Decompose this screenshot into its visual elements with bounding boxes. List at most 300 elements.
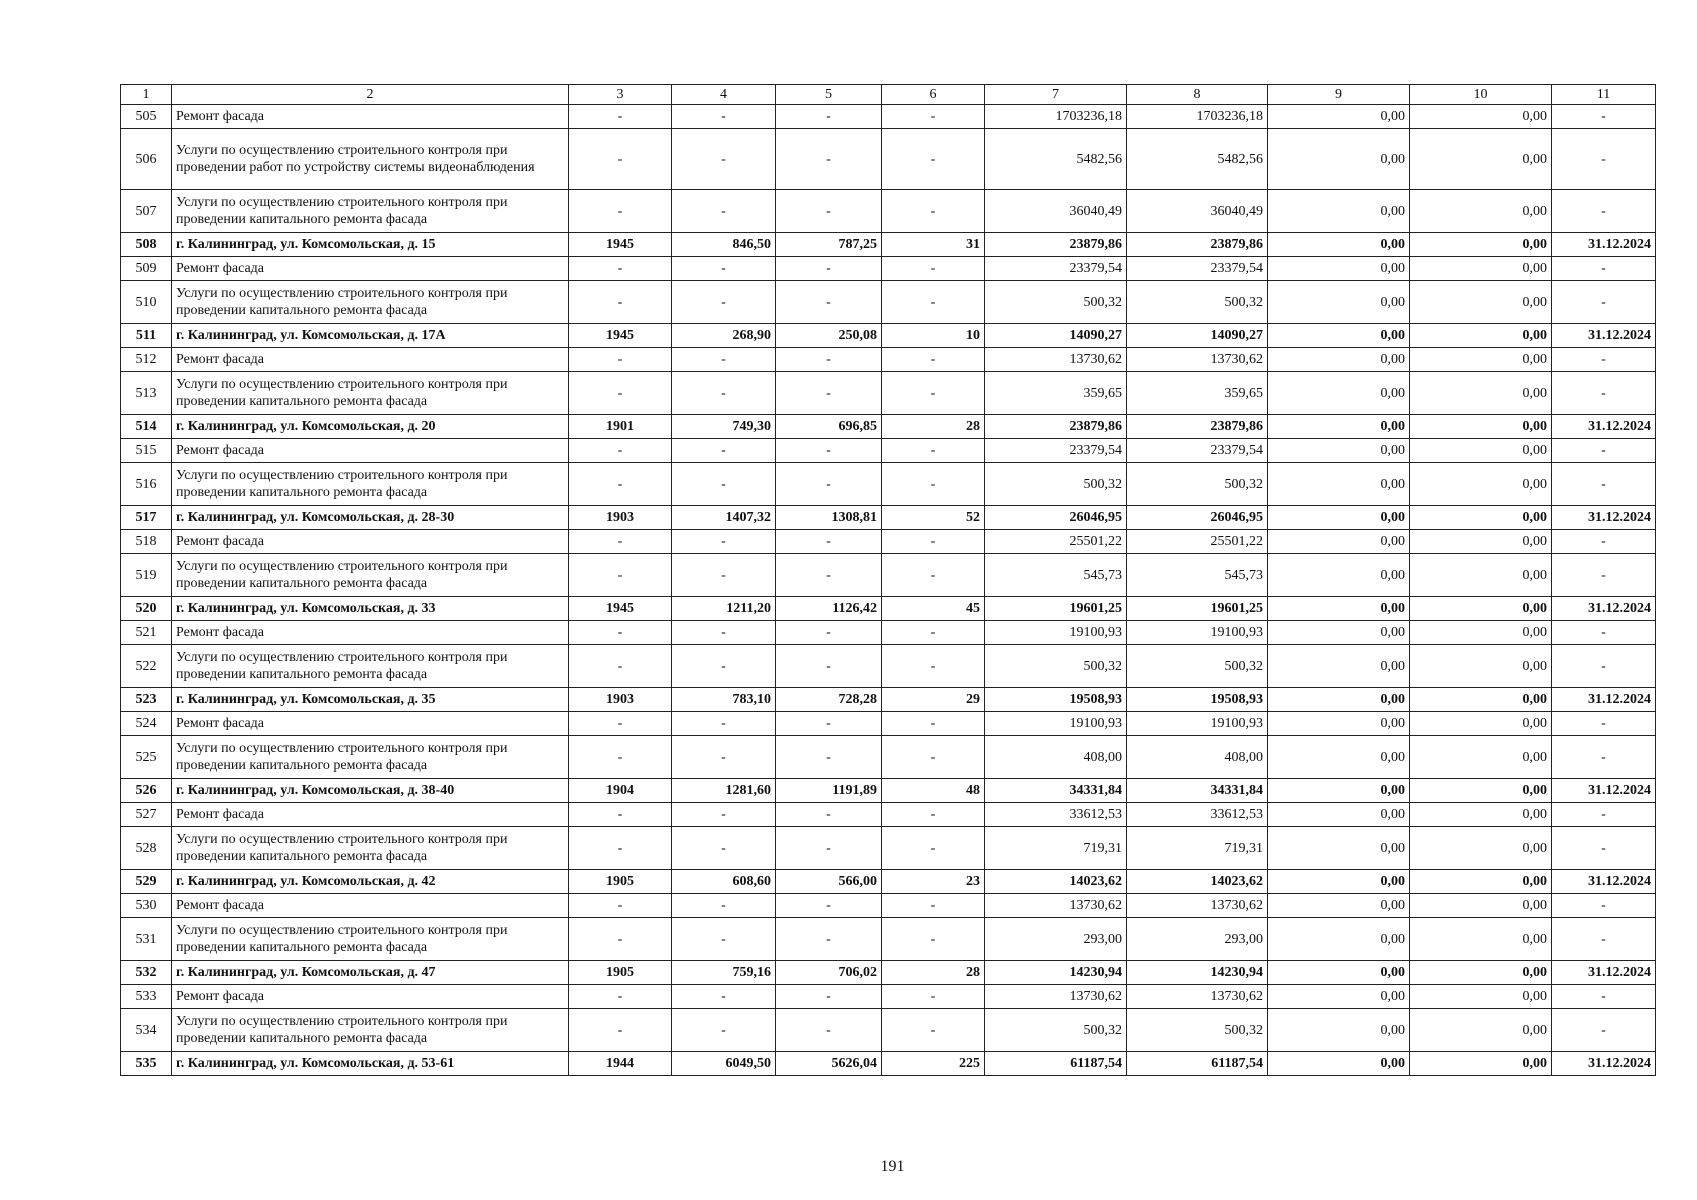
col-3-cell: - (569, 803, 672, 827)
col-5-cell: - (776, 190, 882, 233)
column-number-header: 11 (1552, 85, 1656, 105)
col-8-cell: 500,32 (1127, 463, 1268, 506)
col-9-cell: 0,00 (1268, 918, 1410, 961)
col-9-cell: 0,00 (1268, 324, 1410, 348)
row-number-cell: 522 (121, 645, 172, 688)
row-number-cell: 512 (121, 348, 172, 372)
col-11-cell: - (1552, 985, 1656, 1009)
col-11-cell: - (1552, 129, 1656, 190)
col-4-cell: - (672, 530, 776, 554)
row-name-cell: г. Калининград, ул. Комсомольская, д. 35 (172, 688, 569, 712)
work-item-row (121, 463, 1656, 506)
col-5-cell: - (776, 1009, 882, 1052)
col-9-cell: 0,00 (1268, 827, 1410, 870)
work-item-row (121, 894, 1656, 918)
col-6-cell: 225 (882, 1052, 985, 1076)
col-7-cell: 13730,62 (985, 985, 1127, 1009)
col-10-cell: 0,00 (1410, 712, 1552, 736)
col-7-cell: 545,73 (985, 554, 1127, 597)
col-4-cell: - (672, 439, 776, 463)
work-item-row (121, 1009, 1656, 1052)
col-5-cell: - (776, 129, 882, 190)
col-9-cell: 0,00 (1268, 779, 1410, 803)
col-6-cell: 31 (882, 233, 985, 257)
col-3-cell: - (569, 645, 672, 688)
col-5-cell: - (776, 530, 882, 554)
col-3-cell: - (569, 530, 672, 554)
col-6-cell: - (882, 463, 985, 506)
address-row (121, 324, 1656, 348)
col-10-cell: 0,00 (1410, 439, 1552, 463)
row-number-cell: 507 (121, 190, 172, 233)
row-number-cell: 505 (121, 105, 172, 129)
work-item-row (121, 645, 1656, 688)
col-11-cell: - (1552, 894, 1656, 918)
col-5-cell: - (776, 712, 882, 736)
col-10-cell: 0,00 (1410, 1009, 1552, 1052)
col-9-cell: 0,00 (1268, 190, 1410, 233)
row-name-cell: г. Калининград, ул. Комсомольская, д. 33 (172, 597, 569, 621)
col-4-cell: - (672, 985, 776, 1009)
column-number-header: 6 (882, 85, 985, 105)
col-5-cell: 706,02 (776, 961, 882, 985)
col-10-cell: 0,00 (1410, 348, 1552, 372)
col-10-cell: 0,00 (1410, 597, 1552, 621)
col-8-cell: 14230,94 (1127, 961, 1268, 985)
col-8-cell: 14090,27 (1127, 324, 1268, 348)
col-7-cell: 359,65 (985, 372, 1127, 415)
col-10-cell: 0,00 (1410, 415, 1552, 439)
col-4-cell: - (672, 712, 776, 736)
col-9-cell: 0,00 (1268, 688, 1410, 712)
col-9-cell: 0,00 (1268, 803, 1410, 827)
col-10-cell: 0,00 (1410, 1052, 1552, 1076)
row-number-cell: 520 (121, 597, 172, 621)
work-item-row (121, 621, 1656, 645)
col-7-cell: 33612,53 (985, 803, 1127, 827)
col-11-cell: 31.12.2024 (1552, 324, 1656, 348)
row-number-cell: 514 (121, 415, 172, 439)
col-11-cell: - (1552, 348, 1656, 372)
col-3-cell: - (569, 918, 672, 961)
col-11-cell: - (1552, 439, 1656, 463)
col-8-cell: 19601,25 (1127, 597, 1268, 621)
col-8-cell: 23379,54 (1127, 257, 1268, 281)
col-3-cell: - (569, 1009, 672, 1052)
address-row (121, 415, 1656, 439)
col-7-cell: 36040,49 (985, 190, 1127, 233)
col-10-cell: 0,00 (1410, 827, 1552, 870)
col-7-cell: 14023,62 (985, 870, 1127, 894)
col-10-cell: 0,00 (1410, 985, 1552, 1009)
col-9-cell: 0,00 (1268, 257, 1410, 281)
work-item-row (121, 257, 1656, 281)
row-number-cell: 506 (121, 129, 172, 190)
col-5-cell: 5626,04 (776, 1052, 882, 1076)
col-5-cell: - (776, 894, 882, 918)
row-name-cell: Услуги по осуществлению строительного контроля при проведении капитального ремонта фасада (172, 190, 569, 233)
row-name-cell: Услуги по осуществлению строительного контроля при проведении капитального ремонта фасада (172, 827, 569, 870)
col-6-cell: - (882, 894, 985, 918)
row-name-cell: Услуги по осуществлению строительного контроля при проведении капитального ремонта фасада (172, 554, 569, 597)
col-7-cell: 23379,54 (985, 257, 1127, 281)
col-4-cell: - (672, 1009, 776, 1052)
col-8-cell: 408,00 (1127, 736, 1268, 779)
row-name-cell: Ремонт фасада (172, 105, 569, 129)
col-7-cell: 14230,94 (985, 961, 1127, 985)
col-7-cell: 1703236,18 (985, 105, 1127, 129)
row-name-cell: Услуги по осуществлению строительного контроля при проведении работ по устройству системы видеонаблюдения (172, 129, 569, 190)
col-10-cell: 0,00 (1410, 621, 1552, 645)
col-11-cell: - (1552, 736, 1656, 779)
row-name-cell: Ремонт фасада (172, 621, 569, 645)
column-number-header: 8 (1127, 85, 1268, 105)
col-7-cell: 408,00 (985, 736, 1127, 779)
row-name-cell: Услуги по осуществлению строительного контроля при проведении капитального ремонта фасада (172, 645, 569, 688)
col-8-cell: 23879,86 (1127, 415, 1268, 439)
row-number-cell: 534 (121, 1009, 172, 1052)
work-item-row (121, 530, 1656, 554)
col-10-cell: 0,00 (1410, 645, 1552, 688)
col-3-cell: 1945 (569, 597, 672, 621)
row-name-cell: Ремонт фасада (172, 985, 569, 1009)
col-8-cell: 545,73 (1127, 554, 1268, 597)
col-11-cell: 31.12.2024 (1552, 688, 1656, 712)
row-number-cell: 516 (121, 463, 172, 506)
work-item-row (121, 712, 1656, 736)
col-3-cell: 1945 (569, 233, 672, 257)
col-4-cell: - (672, 736, 776, 779)
row-number-cell: 524 (121, 712, 172, 736)
row-name-cell: Ремонт фасада (172, 894, 569, 918)
col-5-cell: - (776, 439, 882, 463)
col-6-cell: - (882, 803, 985, 827)
address-row (121, 688, 1656, 712)
col-9-cell: 0,00 (1268, 439, 1410, 463)
row-name-cell: Ремонт фасада (172, 712, 569, 736)
col-8-cell: 500,32 (1127, 645, 1268, 688)
col-4-cell: 749,30 (672, 415, 776, 439)
col-4-cell: - (672, 129, 776, 190)
col-4-cell: - (672, 827, 776, 870)
col-3-cell: 1945 (569, 324, 672, 348)
col-11-cell: - (1552, 1009, 1656, 1052)
col-11-cell: 31.12.2024 (1552, 415, 1656, 439)
col-8-cell: 26046,95 (1127, 506, 1268, 530)
col-6-cell: 28 (882, 415, 985, 439)
row-name-cell: г. Калининград, ул. Комсомольская, д. 17А (172, 324, 569, 348)
col-11-cell: 31.12.2024 (1552, 597, 1656, 621)
col-4-cell: 1407,32 (672, 506, 776, 530)
col-7-cell: 500,32 (985, 1009, 1127, 1052)
col-4-cell: 759,16 (672, 961, 776, 985)
col-3-cell: - (569, 439, 672, 463)
row-number-cell: 521 (121, 621, 172, 645)
col-9-cell: 0,00 (1268, 530, 1410, 554)
col-11-cell: - (1552, 190, 1656, 233)
row-name-cell: Услуги по осуществлению строительного контроля при проведении капитального ремонта фасада (172, 281, 569, 324)
col-4-cell: 1281,60 (672, 779, 776, 803)
col-9-cell: 0,00 (1268, 621, 1410, 645)
col-10-cell: 0,00 (1410, 870, 1552, 894)
row-number-cell: 532 (121, 961, 172, 985)
col-7-cell: 61187,54 (985, 1052, 1127, 1076)
col-6-cell: - (882, 985, 985, 1009)
col-5-cell: 696,85 (776, 415, 882, 439)
col-8-cell: 33612,53 (1127, 803, 1268, 827)
col-3-cell: 1905 (569, 870, 672, 894)
col-10-cell: 0,00 (1410, 688, 1552, 712)
col-9-cell: 0,00 (1268, 105, 1410, 129)
col-7-cell: 19601,25 (985, 597, 1127, 621)
col-5-cell: - (776, 918, 882, 961)
col-11-cell: 31.12.2024 (1552, 779, 1656, 803)
col-4-cell: - (672, 257, 776, 281)
col-6-cell: - (882, 439, 985, 463)
col-5-cell: 787,25 (776, 233, 882, 257)
col-3-cell: 1903 (569, 506, 672, 530)
col-6-cell: - (882, 372, 985, 415)
col-9-cell: 0,00 (1268, 870, 1410, 894)
col-3-cell: - (569, 621, 672, 645)
col-3-cell: - (569, 894, 672, 918)
row-number-cell: 510 (121, 281, 172, 324)
col-3-cell: 1904 (569, 779, 672, 803)
col-5-cell: - (776, 736, 882, 779)
col-5-cell: 1191,89 (776, 779, 882, 803)
work-item-row (121, 736, 1656, 779)
col-9-cell: 0,00 (1268, 233, 1410, 257)
col-7-cell: 19100,93 (985, 712, 1127, 736)
col-7-cell: 26046,95 (985, 506, 1127, 530)
work-item-row (121, 918, 1656, 961)
column-number-header: 3 (569, 85, 672, 105)
col-10-cell: 0,00 (1410, 372, 1552, 415)
col-11-cell: 31.12.2024 (1552, 233, 1656, 257)
row-name-cell: Ремонт фасада (172, 348, 569, 372)
col-8-cell: 13730,62 (1127, 348, 1268, 372)
work-item-row (121, 372, 1656, 415)
col-10-cell: 0,00 (1410, 554, 1552, 597)
col-4-cell: 268,90 (672, 324, 776, 348)
col-3-cell: - (569, 257, 672, 281)
col-3-cell: - (569, 985, 672, 1009)
col-4-cell: - (672, 894, 776, 918)
col-7-cell: 5482,56 (985, 129, 1127, 190)
row-number-cell: 526 (121, 779, 172, 803)
col-11-cell: - (1552, 621, 1656, 645)
col-3-cell: 1901 (569, 415, 672, 439)
col-8-cell: 23879,86 (1127, 233, 1268, 257)
col-10-cell: 0,00 (1410, 190, 1552, 233)
row-name-cell: г. Калининград, ул. Комсомольская, д. 42 (172, 870, 569, 894)
address-row (121, 506, 1656, 530)
col-8-cell: 19100,93 (1127, 712, 1268, 736)
col-7-cell: 13730,62 (985, 894, 1127, 918)
col-6-cell: 52 (882, 506, 985, 530)
column-number-header: 4 (672, 85, 776, 105)
col-4-cell: 1211,20 (672, 597, 776, 621)
col-3-cell: - (569, 348, 672, 372)
column-number-header: 1 (121, 85, 172, 105)
col-7-cell: 13730,62 (985, 348, 1127, 372)
col-8-cell: 25501,22 (1127, 530, 1268, 554)
col-6-cell: - (882, 105, 985, 129)
col-7-cell: 23879,86 (985, 415, 1127, 439)
col-7-cell: 500,32 (985, 645, 1127, 688)
col-8-cell: 500,32 (1127, 281, 1268, 324)
row-number-cell: 529 (121, 870, 172, 894)
col-5-cell: - (776, 281, 882, 324)
col-5-cell: - (776, 645, 882, 688)
col-3-cell: - (569, 190, 672, 233)
row-name-cell: г. Калининград, ул. Комсомольская, д. 15 (172, 233, 569, 257)
col-8-cell: 36040,49 (1127, 190, 1268, 233)
col-8-cell: 719,31 (1127, 827, 1268, 870)
col-11-cell: - (1552, 281, 1656, 324)
col-6-cell: 10 (882, 324, 985, 348)
col-11-cell: - (1552, 372, 1656, 415)
col-8-cell: 500,32 (1127, 1009, 1268, 1052)
col-11-cell: - (1552, 827, 1656, 870)
col-3-cell: 1903 (569, 688, 672, 712)
row-number-cell: 533 (121, 985, 172, 1009)
work-item-row (121, 985, 1656, 1009)
col-4-cell: - (672, 621, 776, 645)
col-4-cell: - (672, 463, 776, 506)
col-5-cell: - (776, 985, 882, 1009)
col-5-cell: 728,28 (776, 688, 882, 712)
column-number-header: 2 (172, 85, 569, 105)
address-row (121, 597, 1656, 621)
col-10-cell: 0,00 (1410, 530, 1552, 554)
col-10-cell: 0,00 (1410, 281, 1552, 324)
col-6-cell: 29 (882, 688, 985, 712)
row-number-cell: 515 (121, 439, 172, 463)
col-10-cell: 0,00 (1410, 105, 1552, 129)
col-3-cell: - (569, 554, 672, 597)
col-8-cell: 19100,93 (1127, 621, 1268, 645)
col-9-cell: 0,00 (1268, 506, 1410, 530)
col-10-cell: 0,00 (1410, 324, 1552, 348)
col-4-cell: - (672, 918, 776, 961)
col-8-cell: 13730,62 (1127, 985, 1268, 1009)
col-6-cell: - (882, 554, 985, 597)
col-6-cell: - (882, 712, 985, 736)
col-6-cell: 28 (882, 961, 985, 985)
col-11-cell: - (1552, 645, 1656, 688)
col-4-cell: 608,60 (672, 870, 776, 894)
col-8-cell: 359,65 (1127, 372, 1268, 415)
address-row (121, 870, 1656, 894)
col-6-cell: - (882, 827, 985, 870)
col-3-cell: - (569, 736, 672, 779)
col-11-cell: 31.12.2024 (1552, 961, 1656, 985)
col-9-cell: 0,00 (1268, 463, 1410, 506)
col-11-cell: - (1552, 712, 1656, 736)
col-7-cell: 293,00 (985, 918, 1127, 961)
col-9-cell: 0,00 (1268, 597, 1410, 621)
col-4-cell: 6049,50 (672, 1052, 776, 1076)
col-4-cell: - (672, 554, 776, 597)
work-item-row (121, 190, 1656, 233)
col-6-cell: - (882, 190, 985, 233)
col-4-cell: - (672, 281, 776, 324)
col-7-cell: 19100,93 (985, 621, 1127, 645)
col-7-cell: 19508,93 (985, 688, 1127, 712)
col-10-cell: 0,00 (1410, 257, 1552, 281)
col-5-cell: - (776, 554, 882, 597)
col-8-cell: 14023,62 (1127, 870, 1268, 894)
col-7-cell: 23379,54 (985, 439, 1127, 463)
row-number-cell: 528 (121, 827, 172, 870)
row-number-cell: 535 (121, 1052, 172, 1076)
row-name-cell: г. Калининград, ул. Комсомольская, д. 28-30 (172, 506, 569, 530)
col-9-cell: 0,00 (1268, 645, 1410, 688)
col-10-cell: 0,00 (1410, 803, 1552, 827)
row-number-cell: 511 (121, 324, 172, 348)
col-9-cell: 0,00 (1268, 372, 1410, 415)
col-6-cell: - (882, 129, 985, 190)
row-number-cell: 517 (121, 506, 172, 530)
col-3-cell: 1944 (569, 1052, 672, 1076)
col-3-cell: 1905 (569, 961, 672, 985)
col-10-cell: 0,00 (1410, 506, 1552, 530)
col-5-cell: - (776, 463, 882, 506)
row-number-cell: 508 (121, 233, 172, 257)
col-3-cell: - (569, 827, 672, 870)
col-5-cell: - (776, 827, 882, 870)
col-8-cell: 61187,54 (1127, 1052, 1268, 1076)
col-11-cell: - (1552, 257, 1656, 281)
col-7-cell: 500,32 (985, 463, 1127, 506)
col-8-cell: 293,00 (1127, 918, 1268, 961)
col-5-cell: 566,00 (776, 870, 882, 894)
col-6-cell: - (882, 257, 985, 281)
col-11-cell: - (1552, 463, 1656, 506)
col-3-cell: - (569, 129, 672, 190)
column-number-header: 9 (1268, 85, 1410, 105)
row-number-cell: 525 (121, 736, 172, 779)
col-7-cell: 23879,86 (985, 233, 1127, 257)
col-6-cell: - (882, 1009, 985, 1052)
col-4-cell: 846,50 (672, 233, 776, 257)
col-6-cell: - (882, 621, 985, 645)
col-10-cell: 0,00 (1410, 129, 1552, 190)
col-10-cell: 0,00 (1410, 961, 1552, 985)
col-9-cell: 0,00 (1268, 1009, 1410, 1052)
col-3-cell: - (569, 712, 672, 736)
col-10-cell: 0,00 (1410, 779, 1552, 803)
col-5-cell: - (776, 372, 882, 415)
address-row (121, 1052, 1656, 1076)
col-4-cell: - (672, 645, 776, 688)
row-number-cell: 518 (121, 530, 172, 554)
col-7-cell: 14090,27 (985, 324, 1127, 348)
col-5-cell: - (776, 621, 882, 645)
col-6-cell: 23 (882, 870, 985, 894)
row-number-cell: 531 (121, 918, 172, 961)
col-11-cell: - (1552, 530, 1656, 554)
column-number-header: 7 (985, 85, 1127, 105)
col-6-cell: - (882, 348, 985, 372)
column-number-header: 5 (776, 85, 882, 105)
col-7-cell: 34331,84 (985, 779, 1127, 803)
row-number-cell: 519 (121, 554, 172, 597)
col-5-cell: - (776, 257, 882, 281)
row-name-cell: Услуги по осуществлению строительного контроля при проведении капитального ремонта фасада (172, 918, 569, 961)
col-11-cell: 31.12.2024 (1552, 506, 1656, 530)
